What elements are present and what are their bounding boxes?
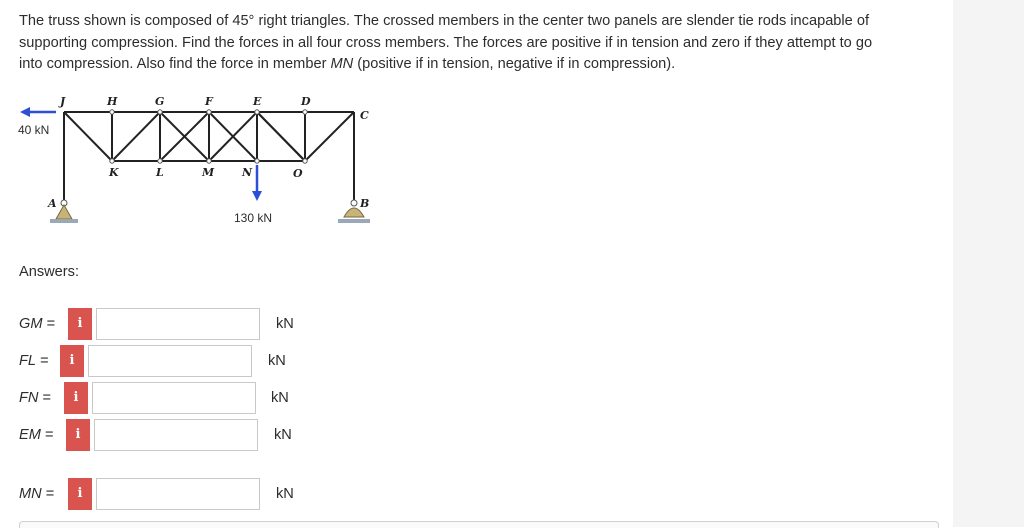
answer-row-FN (0, 382, 400, 414)
answer-unit-MN: kN (276, 486, 294, 502)
info-icon[interactable]: i (68, 478, 92, 510)
answer-eq-FN: = (38, 390, 52, 406)
truss-figure (12, 93, 382, 238)
answer-var-EM: EM (19, 427, 41, 443)
problem-member-name: MN (330, 56, 354, 72)
answer-var-MN: MN (19, 486, 42, 502)
member-KG (112, 112, 160, 161)
answer-row-GM (0, 308, 400, 340)
node-label-M: M (202, 166, 215, 179)
info-icon[interactable]: i (60, 345, 84, 377)
node-label-E: E (253, 95, 262, 108)
answer-input-EM[interactable] (94, 419, 258, 451)
answer-input-GM[interactable] (96, 308, 260, 340)
node-label-H: H (107, 95, 118, 108)
answer-label-FL (19, 345, 49, 377)
member-JK (64, 112, 112, 161)
problem-line-1: The truss shown is composed of 45° right triangles. The crossed members in the center two panels are slender tie rods incapable of (19, 13, 870, 29)
answer-row-FL (0, 345, 400, 377)
node-label-N: N (242, 166, 253, 179)
member-OE (257, 112, 305, 161)
answer-unit-FN: kN (271, 390, 289, 406)
answer-label-GM (19, 308, 55, 340)
answer-var-FN: FN (19, 390, 39, 406)
member-CO (305, 112, 354, 161)
problem-line-3 (19, 54, 944, 76)
info-icon[interactable]: i (66, 419, 90, 451)
answer-eq-GM: = (42, 316, 56, 332)
load-arrow-left (20, 107, 56, 117)
info-icon[interactable]: i (64, 382, 88, 414)
problem-line-3-post: (positive if in tension, negative if in compression). (353, 56, 676, 72)
node-label-G: G (155, 95, 165, 108)
node-label-C: C (360, 109, 369, 122)
answer-label-MN (19, 478, 54, 510)
load-label-left: 40 kN (18, 123, 50, 137)
node-label-F: F (205, 95, 213, 108)
node-label-B: B (360, 197, 370, 210)
load-label-down: 130 kN (234, 211, 273, 225)
answer-eq-EM: = (40, 427, 54, 443)
node-label-L: L (156, 166, 164, 179)
answer-unit-FL: kN (268, 353, 286, 369)
node-label-D: D (301, 95, 311, 108)
problem-line-2: supporting compression. Find the forces in all four cross members. The forces are positive if in tension and zero if they attempt to go (19, 34, 873, 51)
answer-input-MN[interactable] (96, 478, 260, 510)
answer-var-GM: GM (19, 316, 43, 332)
problem-line-3-pre: into compression. Also find the force in member (19, 56, 331, 72)
answer-input-FN[interactable] (92, 382, 256, 414)
answer-eq-FL: = (36, 353, 49, 369)
answer-unit-GM: kN (276, 316, 294, 332)
truss-members (64, 112, 354, 200)
answer-label-EM (19, 419, 53, 451)
answer-unit-EM: kN (274, 427, 292, 443)
answers-heading: Answers: (19, 264, 80, 280)
node-label-A: A (48, 197, 57, 210)
node-label-K: K (109, 166, 119, 179)
answer-row-EM (0, 419, 400, 451)
answer-var-FL: FL (19, 353, 37, 369)
answer-label-FN (19, 382, 51, 414)
problem-statement (19, 11, 944, 76)
right-margin-panel (953, 0, 1024, 527)
node-label-J: J (60, 95, 66, 108)
answer-eq-MN: = (41, 486, 55, 502)
node-label-O: O (293, 167, 303, 180)
truss-diagram (12, 93, 382, 238)
load-arrow-down (252, 165, 262, 201)
info-icon[interactable]: i (68, 308, 92, 340)
answer-row-MN (0, 478, 400, 510)
answer-input-FL[interactable] (88, 345, 252, 377)
